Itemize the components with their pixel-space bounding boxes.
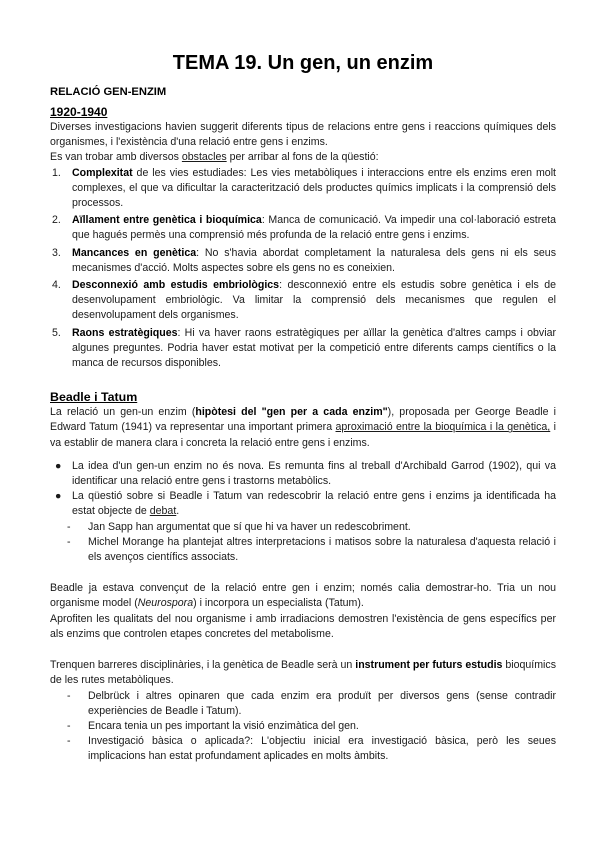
irradiation-paragraph: Aprofiten les qualitats del nou organisme i amb irradiacions demostren l'existència de gens específics per als enzims que controlen etapes concretes del metabolisme.	[50, 612, 556, 640]
list-item: 1. Complexitat de les vies estudiades: Les vies metabòliques i interaccions entre els enzims eren molt complexes, el que va dificultar la caracterització dels productes químics implicats i la comprensió dels processos.	[52, 166, 556, 210]
obstacles-link: obstacles	[181, 151, 227, 164]
list-item: - Michel Morange ha plantejat altres interpretacions i matisos sobre la naturalesa d'aquesta relació i els avenços científics associats.	[67, 535, 556, 564]
dash-icon: -	[67, 535, 71, 548]
bullet-icon: ●	[55, 490, 62, 503]
barriers-paragraph: Trenquen barreres disciplinàries, i la genètica de Beadle serà un instrument per futurs estudis bioquímics de les rutes metabòliques.	[50, 659, 556, 687]
dash-icon: -	[67, 735, 71, 748]
list-item: - Encara tenia un pes important la visió enzimàtica del gen.	[50, 719, 556, 734]
neurospora-paragraph: Beadle ja estava convençut de la relació entre gen i enzim; només calia demostrar-ho. Tria un nou organisme model (Neurospora) i incorpora un especialista (Tatum).	[50, 582, 556, 610]
dash-icon: -	[67, 719, 71, 732]
bullet-icon: ●	[55, 459, 62, 472]
list-item: 4. Desconnexió amb estudis embriològics: desconnexió entre els estudis sobre genètica i els de desenvolupament embriològic. Va limitar la comprensió dels mecanismes que regulen el desenvolupament dels organismes.	[52, 279, 556, 322]
list-item: 5. Raons estratègiques: Hi va haver raons estratègiques per aïllar la genètica d'altres camps i obviar algunes preguntes. Podria haver estat motivat per la competició entre diferents camps científics o la manca de recursos disponibles.	[52, 326, 556, 370]
subheading-1920-1940: 1920-1940	[50, 105, 108, 119]
list-item: 2. Aïllament entre genètica i bioquímica: Manca de comunicació. Va impedir una col·laboració estreta que hagués permès una comprensió més profunda de la relació entre gens i enzims.	[52, 214, 556, 242]
page-title: TEMA 19. Un gen, un enzim	[172, 52, 434, 74]
intro-paragraph: Diverses investigacions havien suggerit diferents tipus de relacions entre gens i reaccions químiques dels organismes, i l'existència d'una relació entre gens i enzims.	[50, 121, 556, 149]
list-item: - Jan Sapp han argumentat que sí que hi va haver un redescobriment.	[50, 520, 556, 535]
beadle-intro-paragraph: La relació un gen-un enzim (hipòtesi del "gen per a cada enzim"), proposada per George Beadle i Edward Tatum (1941) va representar una important primera aproximació entre la bioquímica i la genètica, i va establir de manera clara i concreta la relació entre gens i enzims.	[50, 406, 557, 449]
section-heading-beadle-tatum: Beadle i Tatum	[50, 390, 138, 405]
list-item: - Delbrück i altres opinaren que cada enzim era produït per diversos gens (sense contradir experiències de Beadle i Tatum).	[67, 689, 556, 717]
list-item: 3. Mancances en genètica: No s'havia abordat completament la naturalesa dels gens ni els seus mecanismes d'acció. Molts aspectes sobre els gens no es coneixien.	[52, 246, 556, 274]
obstacles-lead: Es van trobar amb diversos obstacles per arribar al fons de la qüestió:	[50, 151, 379, 164]
dash-icon: -	[67, 689, 71, 702]
document-page	[50, 50, 556, 765]
debat-link: debat	[149, 505, 177, 518]
obstacles-list	[50, 166, 556, 372]
list-item: - Investigació bàsica o aplicada?: L'objectiu inicial era investigació bàsica, però les seues implicacions han estat profundament aplicades en molts àmbits.	[67, 735, 556, 763]
section-heading-gen-enzim: RELACIÓ GEN-ENZIM	[50, 86, 167, 98]
dash-list	[50, 689, 556, 765]
bullet-item-debat: ● La qüestió sobre si Beadle i Tatum van redescobrir la relació entre gens i enzims ja identificada ha estat objecte de debat.	[55, 490, 556, 518]
bullet-item-garrod: ● La idea d'un gen-un enzim no és nova. Es remunta fins al treball d'Archibald Garrod (1902), qui va identificar una relació entre gens i trastorns metabòlics.	[55, 459, 556, 488]
sub-bullet-list	[50, 520, 556, 566]
bioquimica-genetica-link: aproximació entre la bioquímica i la genètica,	[335, 421, 551, 434]
dash-icon: -	[67, 520, 71, 533]
bullet-list	[50, 459, 556, 520]
